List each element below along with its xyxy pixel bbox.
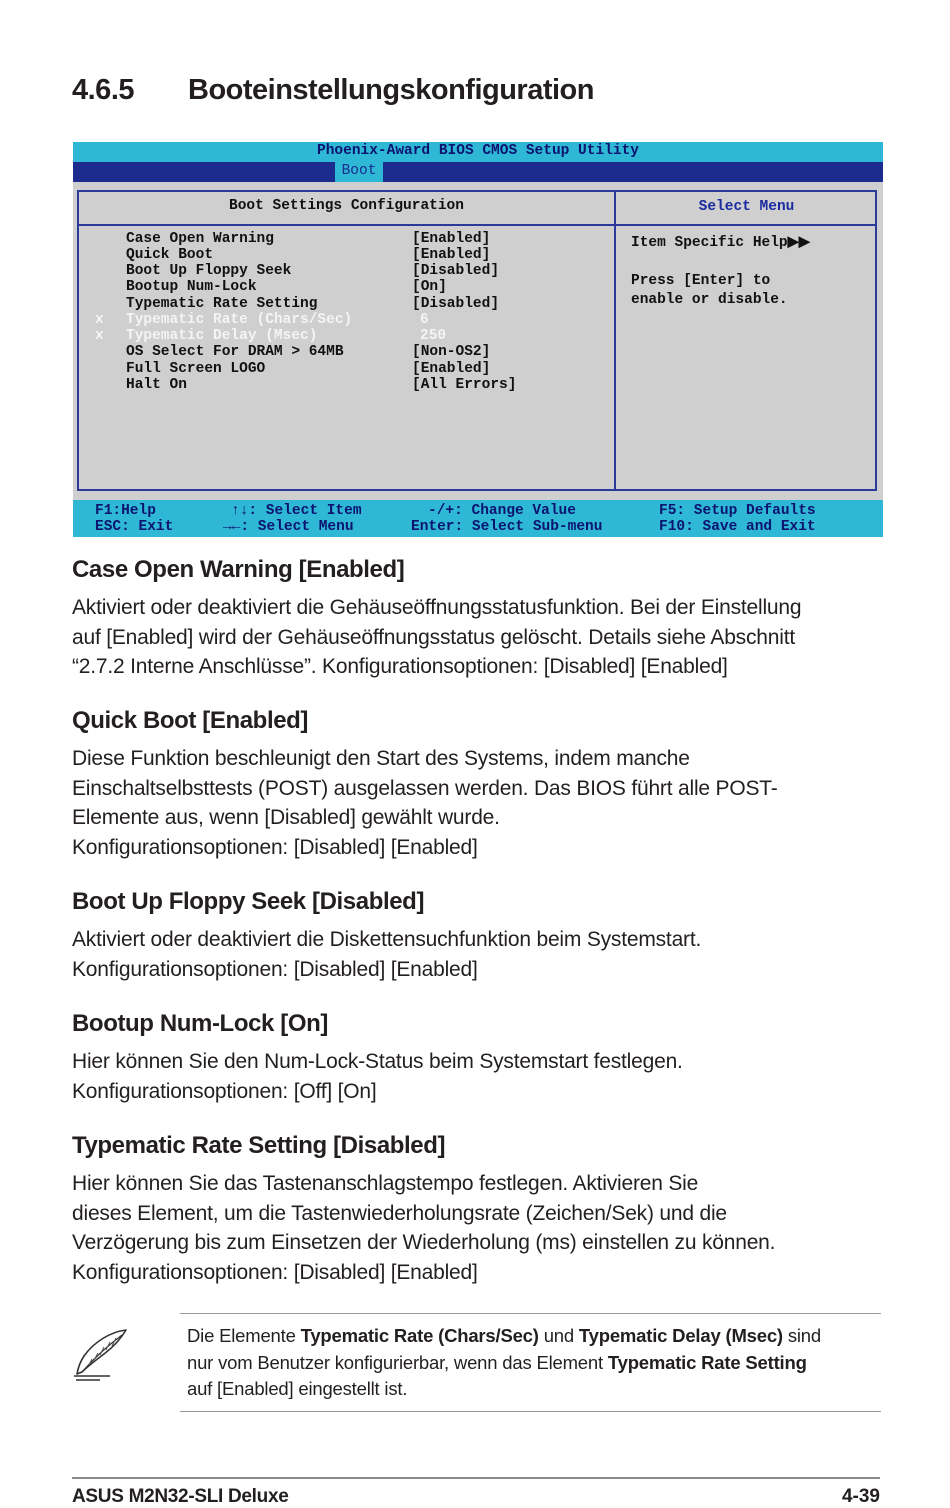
bios-key-exit: ESC: Exit	[95, 519, 174, 535]
bios-divider	[77, 224, 877, 226]
bios-utility-title: Phoenix-Award BIOS CMOS Setup Utility	[73, 142, 883, 162]
footer-page-number: 4-39	[841, 1486, 880, 1507]
footer-product-name: ASUS M2N32-SLI Deluxe	[72, 1486, 289, 1507]
bios-item-label: Boot Up Floppy Seek	[126, 263, 292, 279]
section-heading: Case Open Warning [Enabled]	[72, 556, 405, 583]
body-line: Hier können Sie das Tastenanschlagstempo festlegen. Aktivieren Sie	[72, 1172, 699, 1195]
bios-item-value: [All Errors]	[412, 377, 517, 393]
bios-item-label: Full Screen LOGO	[126, 361, 266, 377]
body-line: Diese Funktion beschleunigt den Start des Systems, indem manche	[72, 747, 690, 770]
note-bold-term: Typematic Rate (Chars/Sec)	[300, 1325, 539, 1346]
bios-key-save-exit: F10: Save and Exit	[659, 519, 816, 535]
note-text	[187, 1323, 877, 1403]
bios-item-value: [Disabled]	[412, 296, 500, 312]
body-line: Konfigurationsoptionen: [Disabled] [Enabled]	[72, 1260, 478, 1284]
body-line: Aktiviert oder deaktiviert die Diskettensuchfunktion beim Systemstart.	[72, 928, 702, 951]
section-body	[72, 925, 892, 984]
bios-screenshot	[73, 142, 883, 537]
note-feather-icon	[70, 1326, 132, 1384]
note-text-part: sind	[782, 1325, 821, 1346]
bios-tab-boot[interactable]: Boot	[335, 162, 383, 182]
bios-key-help: F1:Help	[95, 503, 156, 519]
note-bottom-rule	[180, 1411, 881, 1412]
bios-help-text: Press [Enter] to	[631, 273, 771, 289]
body-line: Konfigurationsoptionen: [Off] [On]	[72, 1079, 377, 1103]
section-heading: Boot Up Floppy Seek [Disabled]	[72, 888, 425, 915]
note-text-part: Die Elemente	[187, 1325, 301, 1346]
body-line: Einschaltselbsttests (POST) ausgelassen werden. Das BIOS führt alle POST-	[72, 776, 778, 800]
bios-help-heading: Item Specific Help▶▶	[631, 235, 810, 251]
section-body	[72, 744, 892, 862]
bios-item-value: [Enabled]	[412, 247, 491, 263]
bios-key-legend	[73, 500, 883, 537]
section-heading: Typematic Rate Setting [Disabled]	[72, 1132, 446, 1159]
note-bold-term: Typematic Rate Setting	[607, 1351, 807, 1373]
bios-item-mark: x	[95, 328, 104, 344]
bios-item-label: Typematic Rate (Chars/Sec)	[126, 312, 353, 328]
note-top-rule	[180, 1313, 881, 1314]
bios-divider	[614, 190, 616, 491]
bios-item-value: [Enabled]	[412, 231, 491, 247]
section-number: 4.6.5	[72, 74, 134, 106]
bios-item-label: OS Select For DRAM > 64MB	[126, 344, 344, 360]
body-line: “2.7.2 Interne Anschlüsse”. Konfigurationsoptionen: [Disabled] [Enabled]	[72, 655, 728, 678]
bios-key-setup-defaults: F5: Setup Defaults	[659, 503, 816, 519]
bios-key-select-menu: →←: Select Menu	[223, 519, 354, 535]
footer-rule	[72, 1477, 880, 1479]
body-line: auf [Enabled] wird der Gehäuseöffnungsstatus gelöscht. Details siehe Abschnitt	[72, 625, 795, 649]
bios-item-value: 6	[420, 312, 429, 328]
bios-panel	[73, 182, 883, 500]
body-line: Aktiviert oder deaktiviert die Gehäuseöffnungsstatusfunktion. Bei der Einstellung	[72, 596, 802, 619]
bios-item-value: [Disabled]	[412, 263, 500, 279]
body-line: Verzögerung bis zum Einsetzen der Wiederholung (ms) einstellen zu können.	[72, 1231, 776, 1254]
bios-key-sub-menu: Enter: Select Sub-menu	[411, 519, 603, 535]
bios-help-text: enable or disable.	[631, 292, 788, 308]
note-text-part: und	[538, 1325, 579, 1346]
note-bold-term: Typematic Delay (Msec)	[578, 1325, 783, 1346]
bios-item-label: Case Open Warning	[126, 231, 274, 247]
section-body	[72, 1047, 892, 1106]
bios-item-value: [On]	[412, 279, 447, 295]
note-text-part: nur vom Benutzer konfigurierbar, wenn das Element	[187, 1351, 608, 1373]
bios-key-change-value: -/+: Change Value	[428, 503, 576, 519]
bios-help-title: Select Menu	[698, 199, 795, 215]
bios-item-label: Typematic Rate Setting	[126, 296, 318, 312]
body-line: Konfigurationsoptionen: [Disabled] [Enabled]	[72, 957, 478, 981]
bios-item-mark: x	[95, 312, 104, 328]
body-line: Konfigurationsoptionen: [Disabled] [Enabled]	[72, 835, 478, 859]
body-line: dieses Element, um die Tastenwiederholungsrate (Zeichen/Sek) und die	[72, 1201, 727, 1225]
page-title	[72, 74, 594, 107]
bios-item-value: [Non-OS2]	[412, 344, 491, 360]
bios-item-label: Typematic Delay (Msec)	[126, 328, 318, 344]
bios-item-label: Halt On	[126, 377, 187, 393]
section-heading: Bootup Num-Lock [On]	[72, 1010, 328, 1037]
body-line: Hier können Sie den Num-Lock-Status beim Systemstart festlegen.	[72, 1050, 683, 1073]
bios-item-value: [Enabled]	[412, 361, 491, 377]
section-body	[72, 1169, 892, 1287]
section-body	[72, 593, 892, 682]
bios-menubar	[73, 162, 883, 182]
bios-section-title: Boot Settings Configuration	[229, 198, 464, 214]
body-line: Elemente aus, wenn [Disabled] gewählt wurde.	[72, 806, 500, 829]
bios-item-label: Bootup Num-Lock	[126, 279, 257, 295]
bios-item-value: 250	[420, 328, 447, 344]
bios-key-select-item: ↑↓: Select Item	[231, 503, 362, 519]
section-title: Booteinstellungskonfiguration	[188, 74, 594, 106]
note-text-part: auf [Enabled] eingestellt ist.	[187, 1378, 408, 1399]
section-heading: Quick Boot [Enabled]	[72, 707, 309, 734]
bios-item-label: Quick Boot	[126, 247, 214, 263]
